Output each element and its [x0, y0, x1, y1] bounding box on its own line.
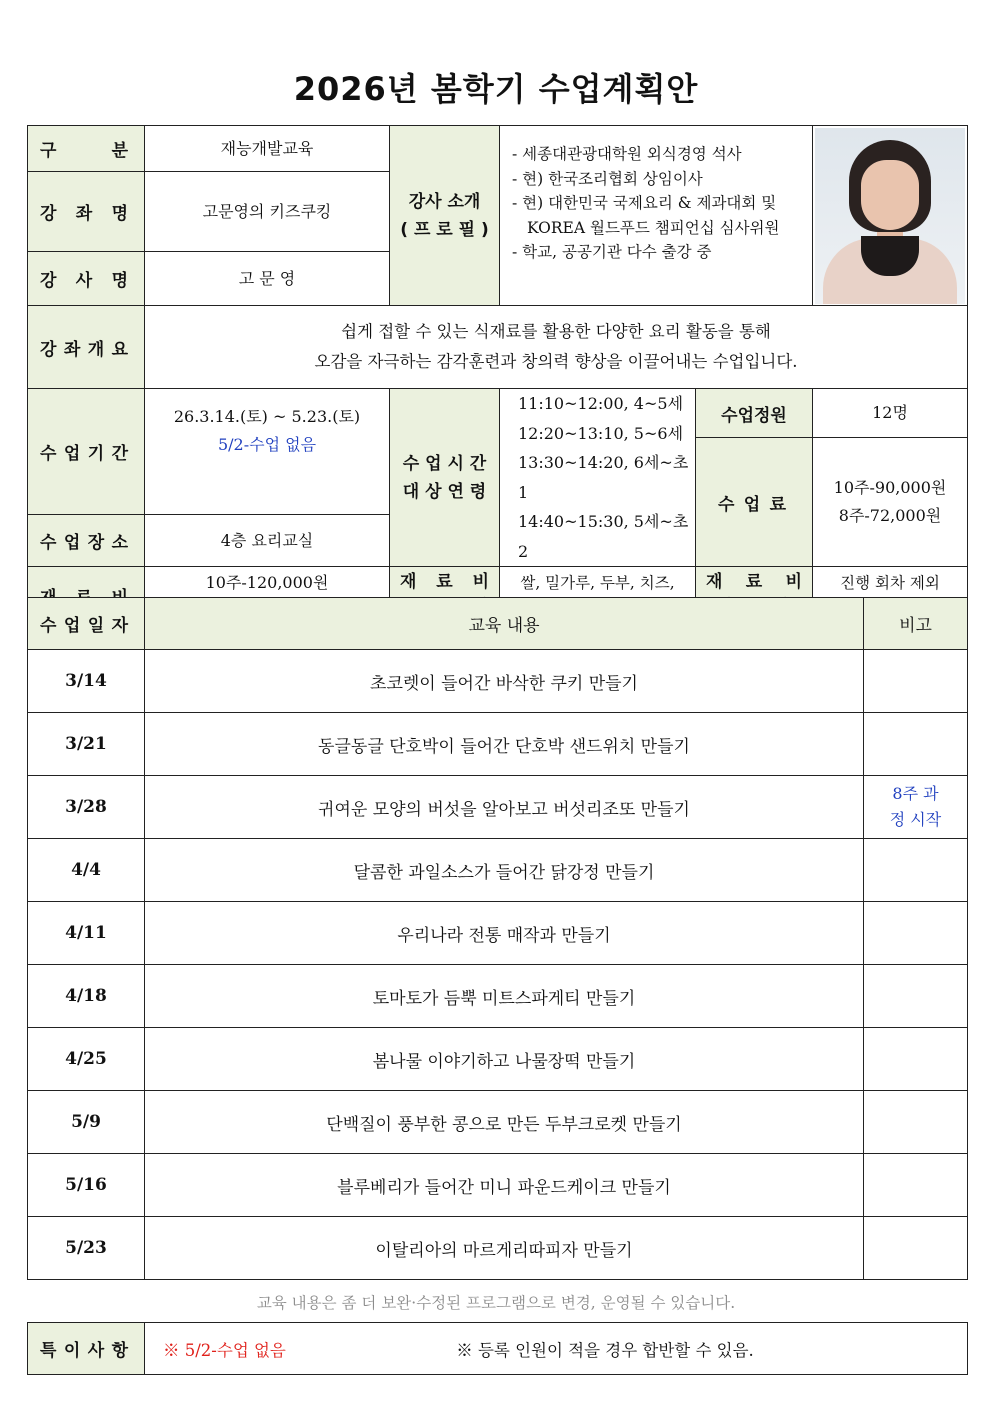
- course-label: 강 좌 명: [28, 172, 145, 252]
- table-row: [28, 902, 968, 965]
- row-date: 3/28: [28, 776, 145, 839]
- profile-label-line2: ( 프 로 필 ): [400, 219, 489, 240]
- row-note: [864, 902, 968, 965]
- profile-item: - 현) 한국조리협회 상임이사: [512, 169, 703, 188]
- page-title: 2026년 봄학기 수업계획안: [293, 70, 699, 108]
- time-label-line1: 수 업 시 간: [402, 453, 487, 474]
- table-row: [28, 1217, 968, 1280]
- time-list: [500, 389, 696, 567]
- row-note: [864, 1028, 968, 1091]
- table-row: [28, 650, 968, 713]
- schedule-header-date: 수 업 일 자: [28, 598, 145, 650]
- table-row: [28, 1028, 968, 1091]
- row-date: 5/9: [28, 1091, 145, 1154]
- row-content: 동글동글 단호박이 들어간 단호박 샌드위치 만들기: [145, 713, 864, 776]
- row-date: 5/23: [28, 1217, 145, 1280]
- profile-item: - 세종대관광대학원 외식경영 석사: [512, 145, 742, 163]
- table-row: [28, 965, 968, 1028]
- row-content: 초코렛이 들어간 바삭한 쿠키 만들기: [145, 650, 864, 713]
- period-value: 26.3.14.(토) ~ 5.23.(토): [173, 407, 361, 426]
- overview-line: 오감을 자극하는 감각훈련과 창의력 향상을 이끌어내는 수업입니다.: [314, 352, 798, 371]
- course-info-table: [27, 125, 968, 624]
- fee-label: 수 업 료: [696, 438, 813, 567]
- row-date: 4/11: [28, 902, 145, 965]
- material-comp-line: 쌀, 밀가루, 두부, 치즈,: [520, 574, 675, 592]
- schedule-table: [27, 597, 968, 1280]
- period-note: 5/2-수업 없음: [217, 435, 317, 454]
- profile-item: - 학교, 공공기관 다수 출강 중: [512, 243, 712, 261]
- instructor-photo: [815, 128, 965, 304]
- special-notes-table: [27, 1322, 968, 1375]
- row-content: 단백질이 풍부한 콩으로 만든 두부크로켓 만들기: [145, 1091, 864, 1154]
- place-value: 4층 요리교실: [145, 515, 390, 567]
- time-slot: 13:30~14:20, 6세~초1: [518, 453, 689, 502]
- row-content: 우리나라 전통 매작과 만들기: [145, 902, 864, 965]
- refund-label-line1: 재 료 비: [706, 572, 803, 592]
- table-row: [28, 839, 968, 902]
- time-slot: 12:20~13:10, 5~6세: [518, 423, 684, 443]
- row-note: [864, 1217, 968, 1280]
- table-row: [28, 713, 968, 776]
- special-label: 특 이 사 항: [28, 1323, 145, 1375]
- row-date: 3/21: [28, 713, 145, 776]
- row-note: [864, 839, 968, 902]
- row-note: 8주 과정 시작: [864, 776, 968, 839]
- time-label-line2: 대 상 연 령: [402, 481, 487, 502]
- place-label: 수 업 장 소: [28, 515, 145, 567]
- row-date: 4/25: [28, 1028, 145, 1091]
- row-content: 블루베리가 들어간 미니 파운드케이크 만들기: [145, 1154, 864, 1217]
- period-label: 수 업 기 간: [28, 389, 145, 515]
- special-item-no-class: ※ 5/2-수업 없음: [163, 1340, 286, 1360]
- row-content: 귀여운 모양의 버섯을 알아보고 버섯리조또 만들기: [145, 776, 864, 839]
- fee-line: 8주-72,000원: [838, 506, 942, 525]
- row-date: 3/14: [28, 650, 145, 713]
- time-label: [390, 389, 500, 567]
- row-content: 토마토가 듬뿍 미트스파게티 만들기: [145, 965, 864, 1028]
- table-row: [28, 1091, 968, 1154]
- category-value: 재능개발교육: [145, 126, 390, 172]
- profile-label: [390, 126, 500, 306]
- profile-label-line1: 강사 소개: [408, 191, 481, 212]
- overview-text: [145, 306, 968, 389]
- material-comp-label-line1: 재 료 비: [400, 572, 489, 592]
- row-note: [864, 1091, 968, 1154]
- special-item-merge: ※ 등록 인원이 적을 경우 합반할 수 있음.: [456, 1340, 754, 1360]
- overview-label: 강 좌 개 요: [28, 306, 145, 389]
- capacity-value: 12명: [813, 389, 968, 438]
- table-row: [28, 1154, 968, 1217]
- category-label: 구 분: [28, 126, 145, 172]
- period-cell: [145, 389, 390, 515]
- instructor-value: 고 문 영: [145, 252, 390, 306]
- row-content: 달콤한 과일소스가 들어간 닭강정 만들기: [145, 839, 864, 902]
- table-row: [28, 776, 968, 839]
- row-date: 4/4: [28, 839, 145, 902]
- row-note: [864, 965, 968, 1028]
- refund-line: 진행 회차 제외: [840, 574, 940, 592]
- profile-item: - 현) 대한민국 국제요리 & 제과대회 및 KOREA 월드푸드 챔피언십 심사위원: [512, 194, 780, 237]
- row-content: 봄나물 이야기하고 나물장떡 만들기: [145, 1028, 864, 1091]
- fee-line: 10주-90,000원: [833, 478, 947, 497]
- material-line: 10주-120,000원: [205, 573, 329, 592]
- profile-list: [500, 142, 812, 265]
- row-date: 5/16: [28, 1154, 145, 1217]
- schedule-header-note: 비고: [864, 598, 968, 650]
- row-note: [864, 713, 968, 776]
- change-notice: 교육 내용은 좀 더 보완·수정된 프로그램으로 변경, 운영될 수 있습니다.: [256, 1294, 736, 1312]
- capacity-label: 수업정원: [696, 389, 813, 438]
- profile-details: [500, 126, 813, 306]
- overview-line: 쉽게 접할 수 있는 식재료를 활용한 다양한 요리 활동을 통해: [341, 322, 771, 341]
- row-note: [864, 650, 968, 713]
- photo-cell: [813, 126, 968, 306]
- row-content: 이탈리아의 마르게리따피자 만들기: [145, 1217, 864, 1280]
- special-content: [145, 1323, 968, 1375]
- fee-cell: [813, 438, 968, 567]
- row-note: [864, 1154, 968, 1217]
- instructor-label: 강 사 명: [28, 252, 145, 306]
- row-date: 4/18: [28, 965, 145, 1028]
- schedule-header-content: 교육 내용: [145, 598, 864, 650]
- time-slot: 11:10~12:00, 4~5세: [518, 394, 684, 413]
- course-value: 고문영의 키즈쿠킹: [145, 172, 390, 252]
- time-slot: 14:40~15:30, 5세~초2: [518, 512, 689, 561]
